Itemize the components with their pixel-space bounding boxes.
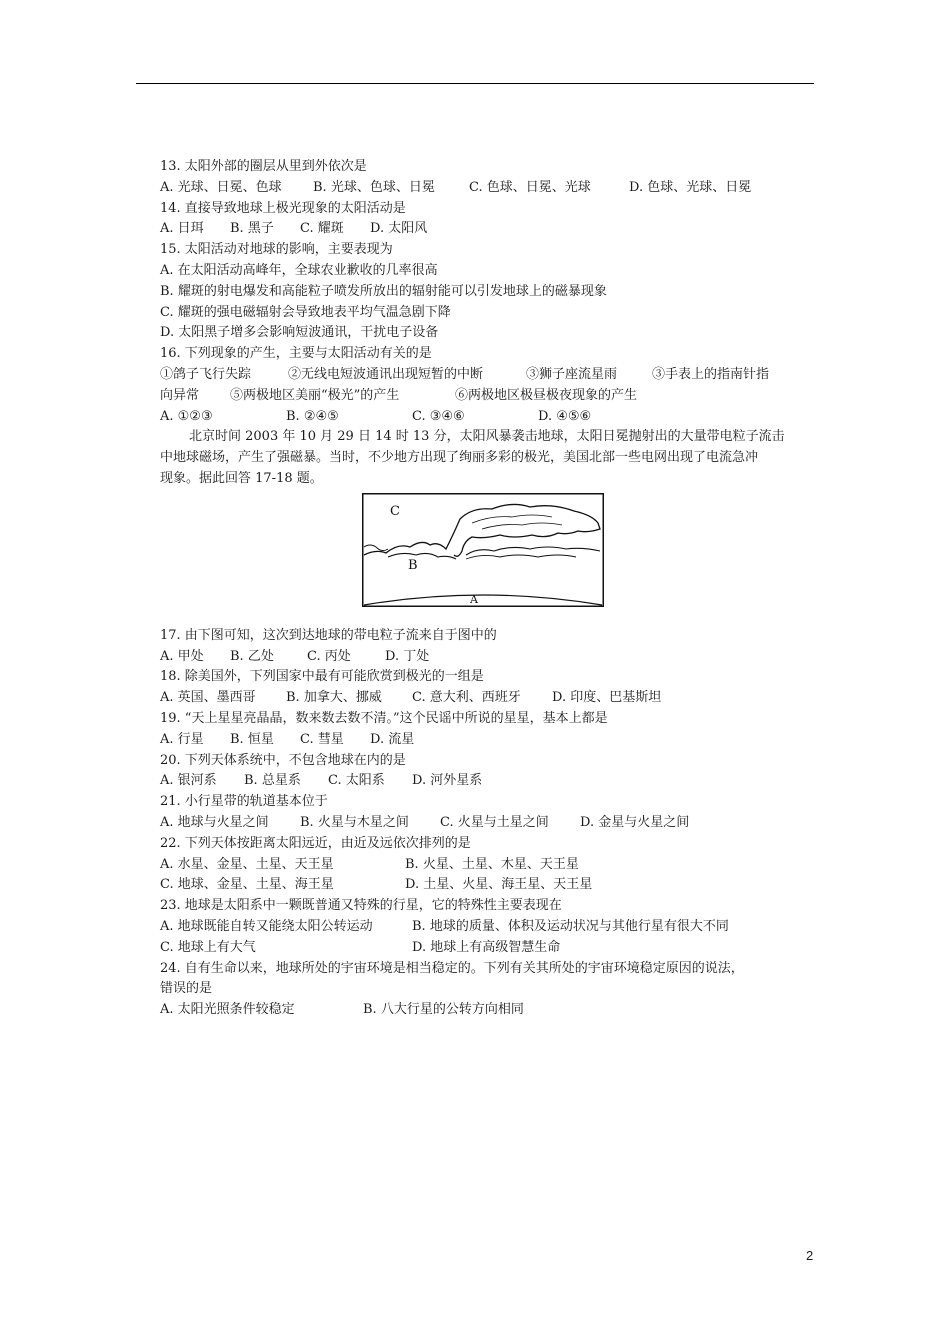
options-row [160,771,800,792]
header-rule [136,83,814,84]
question-18 [160,667,800,709]
question-14 [160,199,800,241]
figure-area [160,490,800,626]
options-row [160,688,800,709]
items-row [160,386,800,407]
option-b: B. 火星、土星、木星、天王星 [405,856,579,872]
option-a: A. 英国、墨西哥 [160,690,256,706]
option-a: A. ①②③ [160,408,213,424]
question-stem: 13. 太阳外部的圈层从里到外依次是 [160,159,367,174]
item-1: ①鸽子飞行失踪 [160,366,252,382]
question-stem: 15. 太阳活动对地球的影响，主要表现为 [160,242,393,258]
figure-label-b: B [408,557,418,573]
options-row [160,730,800,751]
reading-passage [160,427,800,489]
question-stem: 22. 下列天体按距离太阳远近，由近及远依次排列的是 [160,835,471,851]
option-b: B. 加拿大、挪威 [286,690,382,706]
option-d: D. 流星 [370,731,415,747]
passage-line: 北京时间 2003 年 10 月 29 日 14 时 13 分，太阳风暴袭击地球，太阳日冕抛射出的大量带电粒子流击 [189,429,785,445]
option-d: D. 太阳风 [370,221,428,237]
option-c: C. 意大利、西班牙 [412,690,521,706]
option-c: C. 色球、日冕、光球 [469,179,591,195]
option-a: A. 行星 [160,731,204,747]
options-row [160,219,800,240]
option-a: A. 银河系 [160,773,217,789]
option-c: C. 耀斑的强电磁辐射会导致地表平均气温急剧下降 [160,304,451,320]
passage-line: 现象。据此回答 17-18 题。 [160,470,323,486]
option-a: A. 地球与火星之间 [160,814,269,830]
figure-label-c: C [390,503,400,519]
option-a: A. 甲处 [160,648,204,664]
item-2: ②无线电短波通讯出现短暂的中断 [288,366,484,382]
item-4: ③手表上的指南针指 [652,366,770,382]
question-stem: 16. 下列现象的产生，主要与太阳活动有关的是 [160,346,432,362]
option-d: D. 土星、火星、海王星、天王星 [405,877,593,893]
question-17 [160,626,800,668]
question-22 [160,834,800,896]
option-d: D. 色球、光球、日冕 [629,179,752,195]
question-stem: 21. 小行星带的轨道基本位于 [160,794,328,810]
option-a: A. 水星、金星、土星、天王星 [160,856,334,872]
option-a: A. 地球既能自转又能绕太阳公转运动 [160,918,373,934]
question-24 [160,959,800,1021]
option-a: A. 光球、日冕、色球 [160,179,282,195]
question-15 [160,240,800,344]
item-6: ⑥两极地区极昼极夜现象的产生 [455,387,638,403]
question-19 [160,709,800,751]
options-row [160,938,800,959]
items-row [160,365,800,386]
options-row [160,813,800,834]
option-b: B. 光球、色球、日冕 [313,179,435,195]
options-row [160,855,800,876]
option-d: D. 太阳黑子增多会影响短波通讯，干扰电子设备 [160,325,439,341]
option-d: D. 金星与火星之间 [580,814,690,830]
question-23 [160,896,800,958]
page-number: 2 [806,1248,814,1263]
question-21 [160,792,800,834]
item-3: ③狮子座流星雨 [526,366,618,382]
passage-line: 中地球磁场，产生了强磁暴。当时，不少地方出现了绚丽多彩的极光，美国北部一些电网出现了电流急冲 [160,450,759,466]
option-c: C. 太阳系 [328,773,385,789]
option-c: C. 丙处 [307,648,351,664]
question-stem: 20. 下列天体系统中，不包含地球在内的是 [160,752,406,768]
options-row [160,178,800,199]
aurora-figure [362,493,604,607]
option-a: A. 在太阳活动高峰年，全球农业歉收的几率很高 [160,262,438,278]
option-b: B. 火星与木星之间 [300,814,409,830]
option-b: B. ②④⑤ [286,408,339,424]
question-stem-continued: 错误的是 [160,981,213,997]
question-20 [160,751,800,793]
option-b: B. 黑子 [230,221,274,237]
option-c: C. 耀斑 [300,221,344,237]
option-c: C. 彗星 [300,731,344,747]
option-b: B. 恒星 [230,731,274,747]
item-5: ⑤两极地区美丽“极光”的产生 [230,387,400,403]
options-row [160,875,800,896]
question-stem: 14. 直接导致地球上极光现象的太阳活动是 [160,200,406,216]
question-stem: 19. “天上星星亮晶晶，数来数去数不清。”这个民谣中所说的星星，基本上都是 [160,710,608,726]
options-row [160,917,800,938]
option-c: C. ③④⑥ [412,408,465,424]
options-row [160,647,800,668]
option-d: D. 印度、巴基斯坦 [552,690,662,706]
option-b: B. 乙处 [230,648,274,664]
option-a: A. 日珥 [160,221,204,237]
option-d: D. 丁处 [385,648,430,664]
item-4-continued: 向异常 [160,387,200,403]
option-d: D. 河外星系 [412,773,483,789]
option-c: C. 火星与土星之间 [440,814,549,830]
option-b: B. 耀斑的射电爆发和高能粒子喷发所放出的辐射能可以引发地球上的磁暴现象 [160,283,607,299]
option-b: B. 地球的质量、体积及运动状况与其他行星有很大不同 [412,918,729,934]
options-row [160,1000,800,1021]
option-b: B. 八大行星的公转方向相同 [363,1002,524,1018]
exam-content [160,157,800,1021]
option-b: B. 总星系 [244,773,301,789]
option-d: D. ④⑤⑥ [538,408,592,424]
question-stem: 18. 除美国外，下列国家中最有可能欣赏到极光的一组是 [160,669,484,685]
option-a: A. 太阳光照条件较稳定 [160,1002,295,1018]
question-13 [160,157,800,199]
option-c: C. 地球上有大气 [160,939,256,955]
question-stem: 23. 地球是太阳系中一颗既普通又特殊的行星，它的特殊性主要表现在 [160,898,562,914]
option-d: D. 地球上有高级智慧生命 [412,939,561,955]
option-c: C. 地球、金星、土星、海王星 [160,877,334,893]
question-stem: 17. 由下图可知，这次到达地球的带电粒子流来自于图中的 [160,627,497,643]
question-stem: 24. 自有生命以来，地球所处的宇宙环境是相当稳定的。下列有关其所处的宇宙环境稳定原因的说法， [160,960,744,976]
figure-label-a: A [470,592,478,606]
options-row [160,407,800,428]
question-16 [160,344,800,427]
